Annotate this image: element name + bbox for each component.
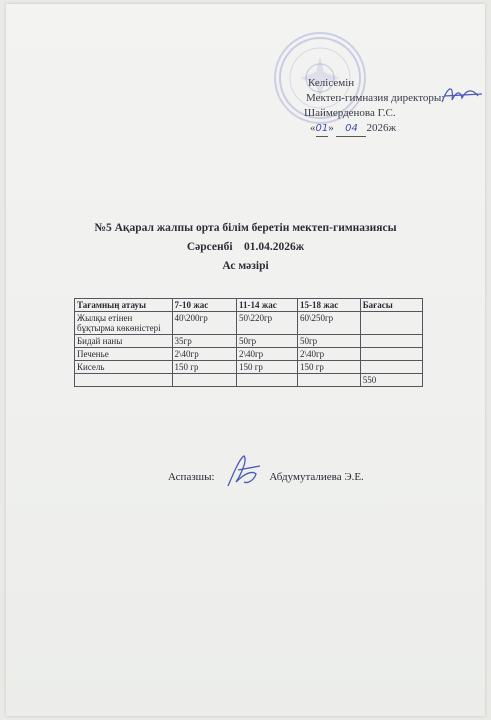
table-cell: 2\40гр	[297, 348, 360, 361]
table-cell: Печенье	[75, 348, 173, 361]
table-row	[75, 361, 423, 374]
table-cell	[75, 374, 173, 387]
col-header: 11-14 жас	[236, 299, 297, 312]
cook-label: Аспазшы:	[168, 471, 215, 483]
director-name: Шаймерденова Г.С.	[304, 107, 396, 119]
table-cell	[297, 374, 360, 387]
table-cell: Кисель	[75, 361, 173, 374]
table-cell	[360, 335, 422, 348]
table-cell: 150 гр	[236, 361, 297, 374]
table-cell	[236, 374, 297, 387]
table-cell	[172, 374, 236, 387]
table-cell: 60\250гр	[297, 312, 360, 335]
table-cell	[360, 361, 422, 374]
table-row	[75, 312, 423, 335]
table-cell: 2\40гр	[172, 348, 236, 361]
col-header: Тағамның атауы	[75, 299, 173, 312]
cook-signature-icon	[218, 452, 270, 490]
cook-name: Абдумуталиева Э.Е.	[269, 471, 364, 483]
table-cell: 50гр	[236, 335, 297, 348]
date-year: 2026ж	[366, 122, 397, 134]
director-signature-icon	[438, 82, 486, 108]
table-header-row	[75, 299, 423, 312]
table-cell: Жылқы етінен бұқтырма көкөністері	[75, 312, 173, 335]
table-cell: 150 гр	[297, 361, 360, 374]
school-title: №5 Ақарал жалпы орта білім беретін мектеп-гимназиясы	[94, 222, 397, 234]
col-header: Бағасы	[360, 299, 422, 312]
day-date: Сәрсенбі 01.04.2026ж	[186, 241, 305, 253]
table-row	[75, 348, 423, 361]
table-cell: Бидай наны	[75, 335, 173, 348]
table-cell: 2\40гр	[236, 348, 297, 361]
document-title: Ас мәзірі	[222, 260, 269, 272]
table-cell: 35гр	[172, 335, 236, 348]
menu-table	[74, 298, 423, 387]
director-title: Мектеп-гимназия директоры:	[306, 92, 445, 104]
table-cell: 50\220гр	[236, 312, 297, 335]
col-header: 15-18 жас	[297, 299, 360, 312]
document-page	[6, 4, 485, 716]
approved-label: Келісемін	[308, 77, 355, 89]
approval-date: «01» 04 2026ж	[296, 121, 486, 137]
table-cell: 50гр	[297, 335, 360, 348]
date-month: 04	[336, 121, 366, 137]
table-row	[75, 374, 423, 387]
col-header: 7-10 жас	[172, 299, 236, 312]
date-day: 01	[316, 121, 329, 137]
table-row	[75, 335, 423, 348]
table-cell	[360, 348, 422, 361]
table-cell	[360, 312, 422, 335]
table-cell-total: 550	[360, 374, 422, 387]
table-cell: 40\200гр	[172, 312, 236, 335]
table-cell: 150 гр	[172, 361, 236, 374]
